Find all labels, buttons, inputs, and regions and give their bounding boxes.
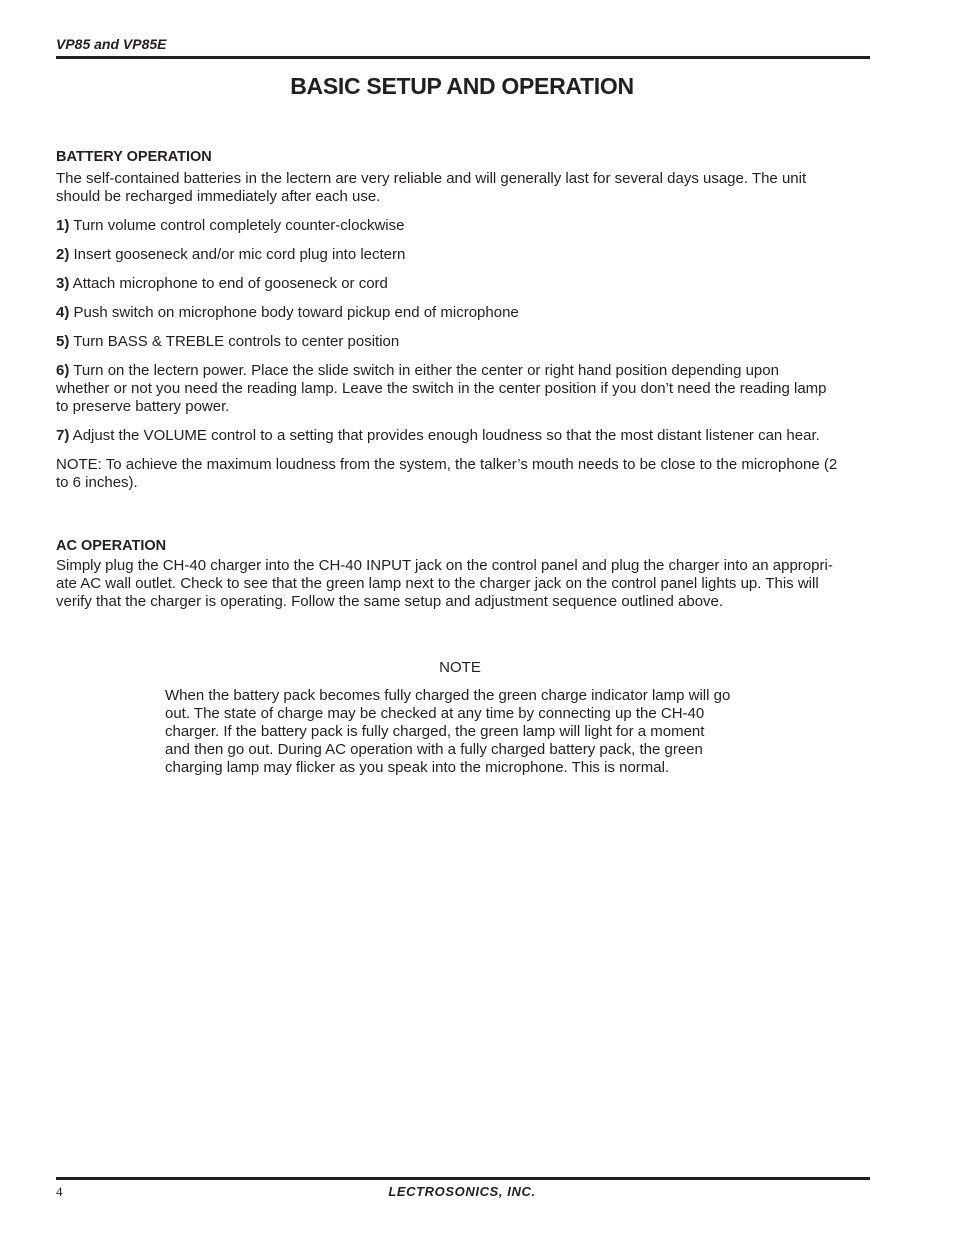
step-number: 3) — [56, 275, 70, 292]
step-7 — [56, 427, 872, 445]
charging-note — [165, 659, 765, 777]
step-number: 7) — [56, 427, 70, 444]
note-label: NOTE — [439, 659, 481, 676]
page-title: BASIC SETUP AND OPERATION — [290, 73, 634, 99]
text-line: ate AC wall outlet. Check to see that the green lamp next to the charger jack on the control panel lights up. This will — [56, 575, 819, 592]
company-name: LECTROSONICS, INC. — [388, 1184, 536, 1199]
step-text: Insert gooseneck and/or mic cord plug into lectern — [69, 246, 406, 263]
step-3 — [56, 275, 872, 293]
running-header: VP85 and VP85E — [56, 36, 167, 52]
step-text: Turn on the lectern power. Place the slide switch in either the center or right hand position depending upon — [69, 362, 779, 379]
step-5 — [56, 333, 872, 351]
step-4 — [56, 304, 872, 322]
text-line: When the battery pack becomes fully charged the green charge indicator lamp will go — [165, 687, 731, 704]
step-1 — [56, 217, 872, 235]
step-number: 2) — [56, 246, 70, 263]
text-line: should be recharged immediately after each use. — [56, 188, 381, 205]
battery-intro-paragraph — [56, 170, 872, 206]
text-line: and then go out. During AC operation with a fully charged battery pack, the green — [165, 741, 703, 758]
step-text: whether or not you need the reading lamp. Leave the switch in the center position if you don’t need the reading lamp — [56, 380, 827, 397]
step-number: 4) — [56, 304, 70, 321]
text-line: Simply plug the CH-40 charger into the CH-40 INPUT jack on the control panel and plug the charger into an appropri- — [56, 557, 833, 574]
page-number: 4 — [56, 1184, 63, 1199]
text-line: The self-contained batteries in the lectern are very reliable and will generally last for several days usage. The unit — [56, 170, 807, 187]
text-line: charging lamp may flicker as you speak into the microphone. This is normal. — [165, 759, 670, 776]
step-text: Attach microphone to end of gooseneck or cord — [69, 275, 388, 292]
footer-divider — [56, 1177, 870, 1180]
loudness-note — [56, 456, 872, 492]
header-divider — [56, 56, 870, 59]
step-text: to preserve battery power. — [56, 398, 230, 415]
ac-operation-paragraph — [56, 557, 872, 611]
text-line: verify that the charger is operating. Follow the same setup and adjustment sequence outlined above. — [56, 593, 724, 610]
text-line: to 6 inches). — [56, 474, 138, 491]
ac-operation-heading: AC OPERATION — [56, 538, 167, 554]
step-2 — [56, 246, 872, 264]
step-text: Push switch on microphone body toward pickup end of microphone — [69, 304, 519, 321]
text-line: out. The state of charge may be checked at any time by connecting up the CH-40 — [165, 705, 705, 722]
step-text: Turn BASS & TREBLE controls to center position — [69, 333, 400, 350]
step-text: Turn volume control completely counter-clockwise — [69, 217, 405, 234]
battery-operation-heading: BATTERY OPERATION — [56, 149, 212, 165]
step-number: 6) — [56, 362, 70, 379]
step-number: 5) — [56, 333, 70, 350]
text-line: charger. If the battery pack is fully charged, the green lamp will light for a moment — [165, 723, 705, 740]
note-text — [165, 687, 765, 777]
step-number: 1) — [56, 217, 70, 234]
main-content — [56, 148, 872, 611]
step-6 — [56, 362, 872, 416]
text-line: NOTE: To achieve the maximum loudness from the system, the talker’s mouth needs to be close to the microphone (2 — [56, 456, 838, 473]
step-text: Adjust the VOLUME control to a setting that provides enough loudness so that the most distant listener can hear. — [69, 427, 820, 444]
